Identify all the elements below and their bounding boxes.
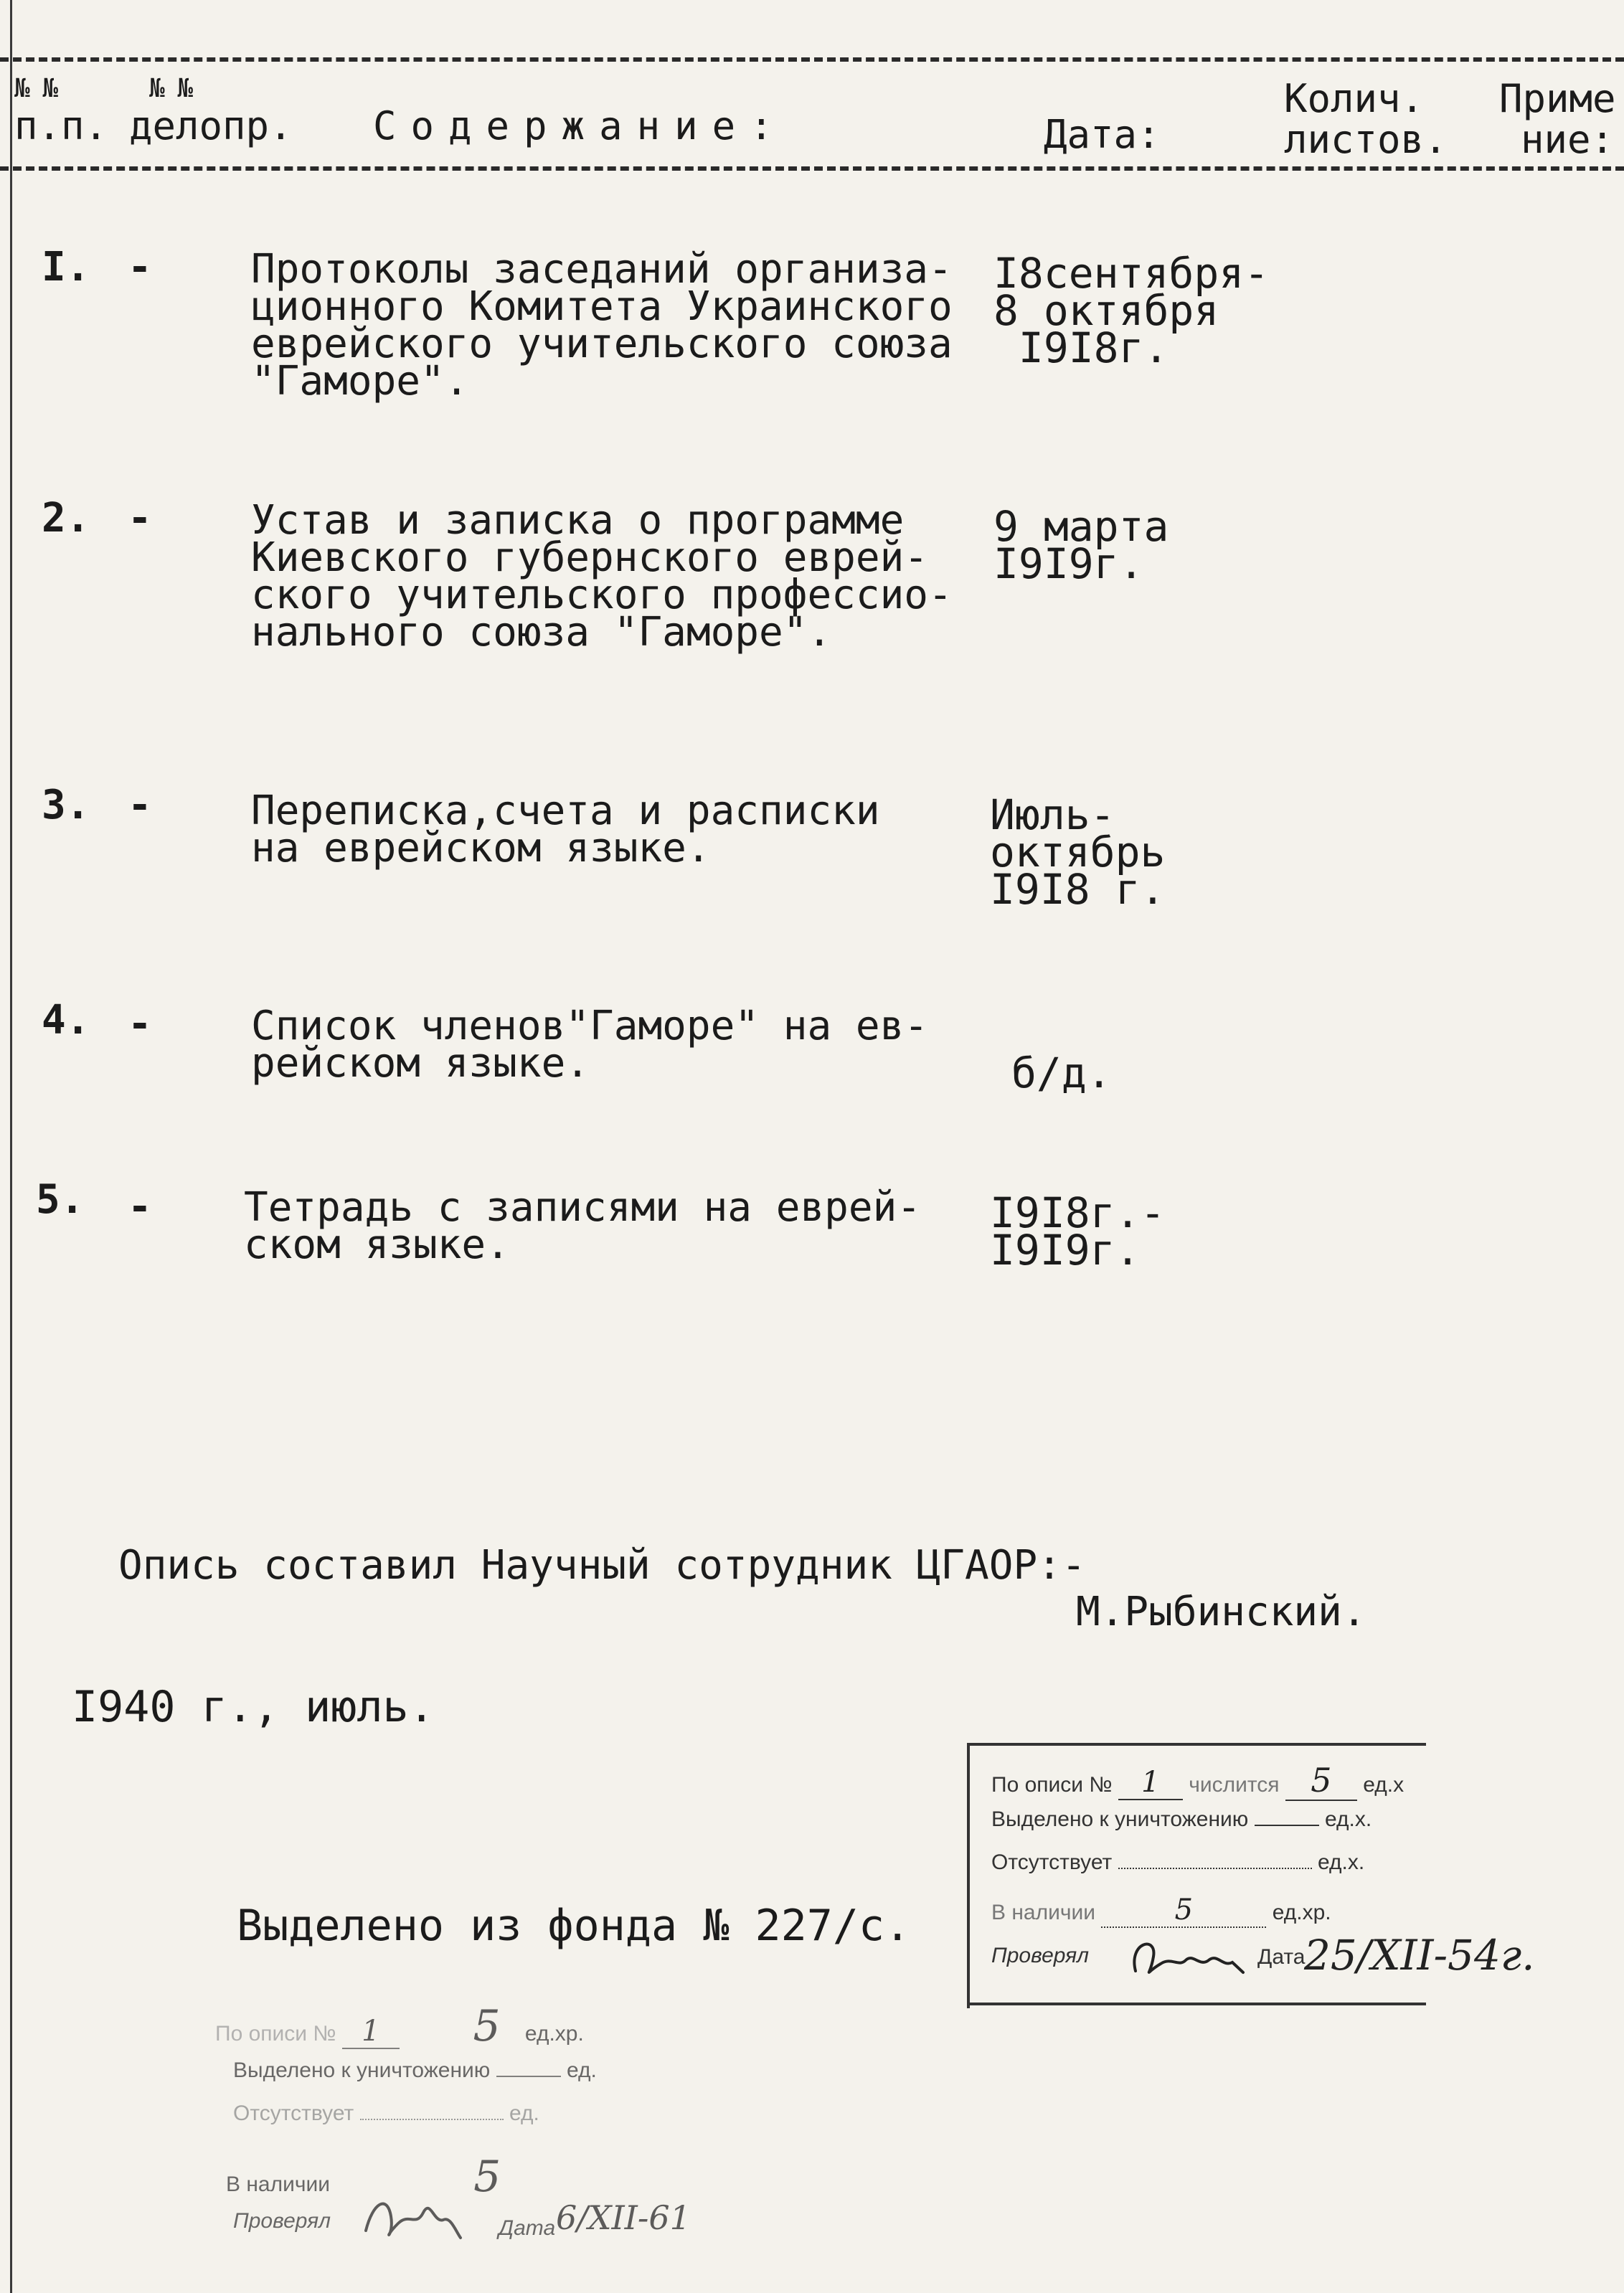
row-case: -: [128, 782, 152, 828]
stamp-label: Отсутствует: [991, 1850, 1113, 1874]
row-date-line: I9I8г.-: [990, 1188, 1166, 1237]
stamp-handwritten-value: 5: [1101, 1894, 1266, 1928]
stamp-line-2: [233, 2058, 597, 2083]
row-date-line: б/д.: [1011, 1049, 1112, 1097]
row-number: 2.: [42, 495, 90, 542]
date-line: I940 г., июль.: [72, 1682, 435, 1732]
stamp-unit: ед.х.: [1324, 1807, 1372, 1831]
row-content-line: Протоколы заседаний организа-: [251, 246, 953, 293]
header-top-rule: [0, 57, 1624, 62]
stamp-line-2: [991, 1807, 1372, 1832]
row-number: 5.: [36, 1176, 85, 1223]
stamp-handwritten-value: 5: [1285, 1761, 1357, 1801]
col-num-label: п.п.: [14, 103, 108, 148]
row-date-line: I9I8г.: [993, 323, 1169, 372]
row-content: [251, 788, 880, 871]
row-content-line: на еврейском языке.: [251, 825, 711, 871]
row-case: -: [128, 1183, 152, 1230]
archive-stamp-right: [967, 1743, 1535, 2008]
stamp-label: Проверял: [233, 2209, 331, 2233]
stamp-line-3: [991, 1850, 1364, 1875]
row-number: I.: [42, 244, 90, 290]
stamp-blank: [1255, 1825, 1319, 1826]
row-content: [251, 497, 953, 656]
row-date: [1011, 1049, 1112, 1097]
stamp-label: По описи №: [215, 2022, 336, 2046]
row-content-line: еврейского учительского союза: [251, 321, 953, 367]
fond-note: Выделено из фонда № 227/с.: [237, 1901, 911, 1951]
stamp-unit: ед.х: [1363, 1773, 1405, 1797]
row-date-line: I9I9г.: [993, 539, 1144, 588]
row-date-line: I8сентября-: [993, 249, 1270, 298]
stamp-unit: ед.: [509, 2101, 539, 2125]
row-content: [251, 246, 953, 405]
archive-stamp-left: [212, 1980, 757, 2281]
stamp-unit: ед.хр.: [524, 2022, 584, 2046]
row-content-line: ском языке.: [244, 1221, 510, 1268]
stamp-handwritten-value: 1: [342, 2015, 400, 2049]
stamp-blank: [360, 2119, 504, 2120]
stamp-line-1: [991, 1761, 1404, 1801]
row-date-line: I9I8 г.: [990, 865, 1166, 914]
stamp-label: Проверял: [991, 1944, 1090, 1967]
row-content-line: нального союза "Гаморе".: [251, 609, 832, 656]
stamp-label: В наличии: [226, 2173, 331, 2196]
stamp-line-1: [215, 2001, 584, 2051]
signature-scribble: [359, 2180, 466, 2252]
stamp-bottom-border: [967, 2003, 1426, 2005]
stamp-label: Выделено к уничтожению: [991, 1807, 1249, 1831]
stamp-handwritten-value: 5: [473, 2152, 501, 2202]
stamp-date-label: Дата: [499, 2216, 556, 2240]
stamp-left-border: [967, 1743, 970, 2008]
row-content: [244, 1184, 922, 1268]
row-date-line: октябрь: [990, 828, 1166, 876]
row-content-line: "Гаморе".: [251, 358, 469, 405]
compiler-name: М.Рыбинский.: [1076, 1589, 1366, 1635]
row-case: -: [128, 244, 152, 290]
stamp-line-5: [991, 1944, 1089, 1968]
col-sheets-label-1: Колич.: [1284, 76, 1425, 121]
stamp-unit: ед.: [566, 2058, 597, 2082]
row-number: 3.: [42, 782, 90, 828]
col-sheets-label-2: листов.: [1284, 117, 1448, 162]
stamp-unit: ед.х.: [1317, 1850, 1365, 1874]
stamp-blank: [496, 2076, 561, 2077]
row-content: [251, 1003, 929, 1087]
row-date-line: 8 октября: [993, 286, 1219, 335]
col-case-symbol: № №: [149, 74, 192, 103]
stamp-label: Выделено к уничтожению: [233, 2058, 491, 2082]
row-date-line: I9I9г.: [990, 1226, 1141, 1275]
stamp-label: Отсутствует: [233, 2101, 354, 2125]
stamp-top-border: [967, 1743, 1426, 1746]
stamp-handwritten-value: 1: [1118, 1766, 1183, 1800]
stamp-label: В наличии: [991, 1901, 1096, 1924]
header-bottom-rule: [0, 166, 1624, 171]
stamp-line-3: [233, 2101, 539, 2126]
row-date-line: 9 марта: [993, 502, 1169, 551]
stamp-line-4: [991, 1894, 1331, 1928]
compiler-line: Опись составил Научный сотрудник ЦГАОР:-: [118, 1542, 1086, 1589]
col-case-label: делопр.: [129, 103, 293, 148]
row-case: -: [128, 495, 152, 542]
row-content-line: Киевского губернского еврей-: [251, 534, 929, 581]
stamp-handwritten-value: 5: [473, 2001, 501, 2051]
col-date-label: Дата:: [1044, 112, 1161, 157]
row-date: [993, 249, 1270, 372]
left-margin-rule: [10, 0, 12, 2293]
row-content-line: Тетрадь с записями на еврей-: [244, 1184, 922, 1231]
row-content-line: Устав и записка о программе: [251, 497, 905, 544]
row-case: -: [128, 1001, 152, 1047]
row-content-line: ционного Комитета Украинского: [251, 283, 953, 330]
stamp-blank: [1118, 1868, 1312, 1869]
stamp-line-5: [233, 2209, 331, 2233]
stamp-handwritten-date: 25/XII-54г.: [1304, 1931, 1535, 1980]
col-content-label: Содержание:: [373, 103, 788, 148]
stamp-label: числится: [1189, 1773, 1280, 1797]
stamp-unit: ед.хр.: [1272, 1901, 1331, 1924]
col-notes-label-1: Приме: [1499, 76, 1616, 121]
stamp-label: По описи №: [991, 1773, 1113, 1797]
row-content-line: рейском языке.: [251, 1040, 590, 1087]
col-num-symbol: № №: [14, 74, 57, 103]
stamp-handwritten-date: 6/XII-61: [556, 2198, 691, 2237]
row-date-line: Июль-: [990, 790, 1115, 839]
row-date: [990, 1188, 1166, 1275]
row-content-line: ского учительского профессио-: [251, 572, 953, 618]
signature-scribble: [1128, 1928, 1250, 1985]
col-notes-label-2: ние:: [1521, 117, 1615, 162]
row-content-line: Переписка,счета и расписки: [251, 788, 880, 834]
stamp-date-label: Дата: [1257, 1945, 1306, 1969]
row-date: [990, 790, 1166, 914]
row-content-line: Список членов"Гаморе" на ев-: [251, 1003, 929, 1049]
row-number: 4.: [42, 997, 90, 1044]
row-date: [993, 502, 1169, 588]
